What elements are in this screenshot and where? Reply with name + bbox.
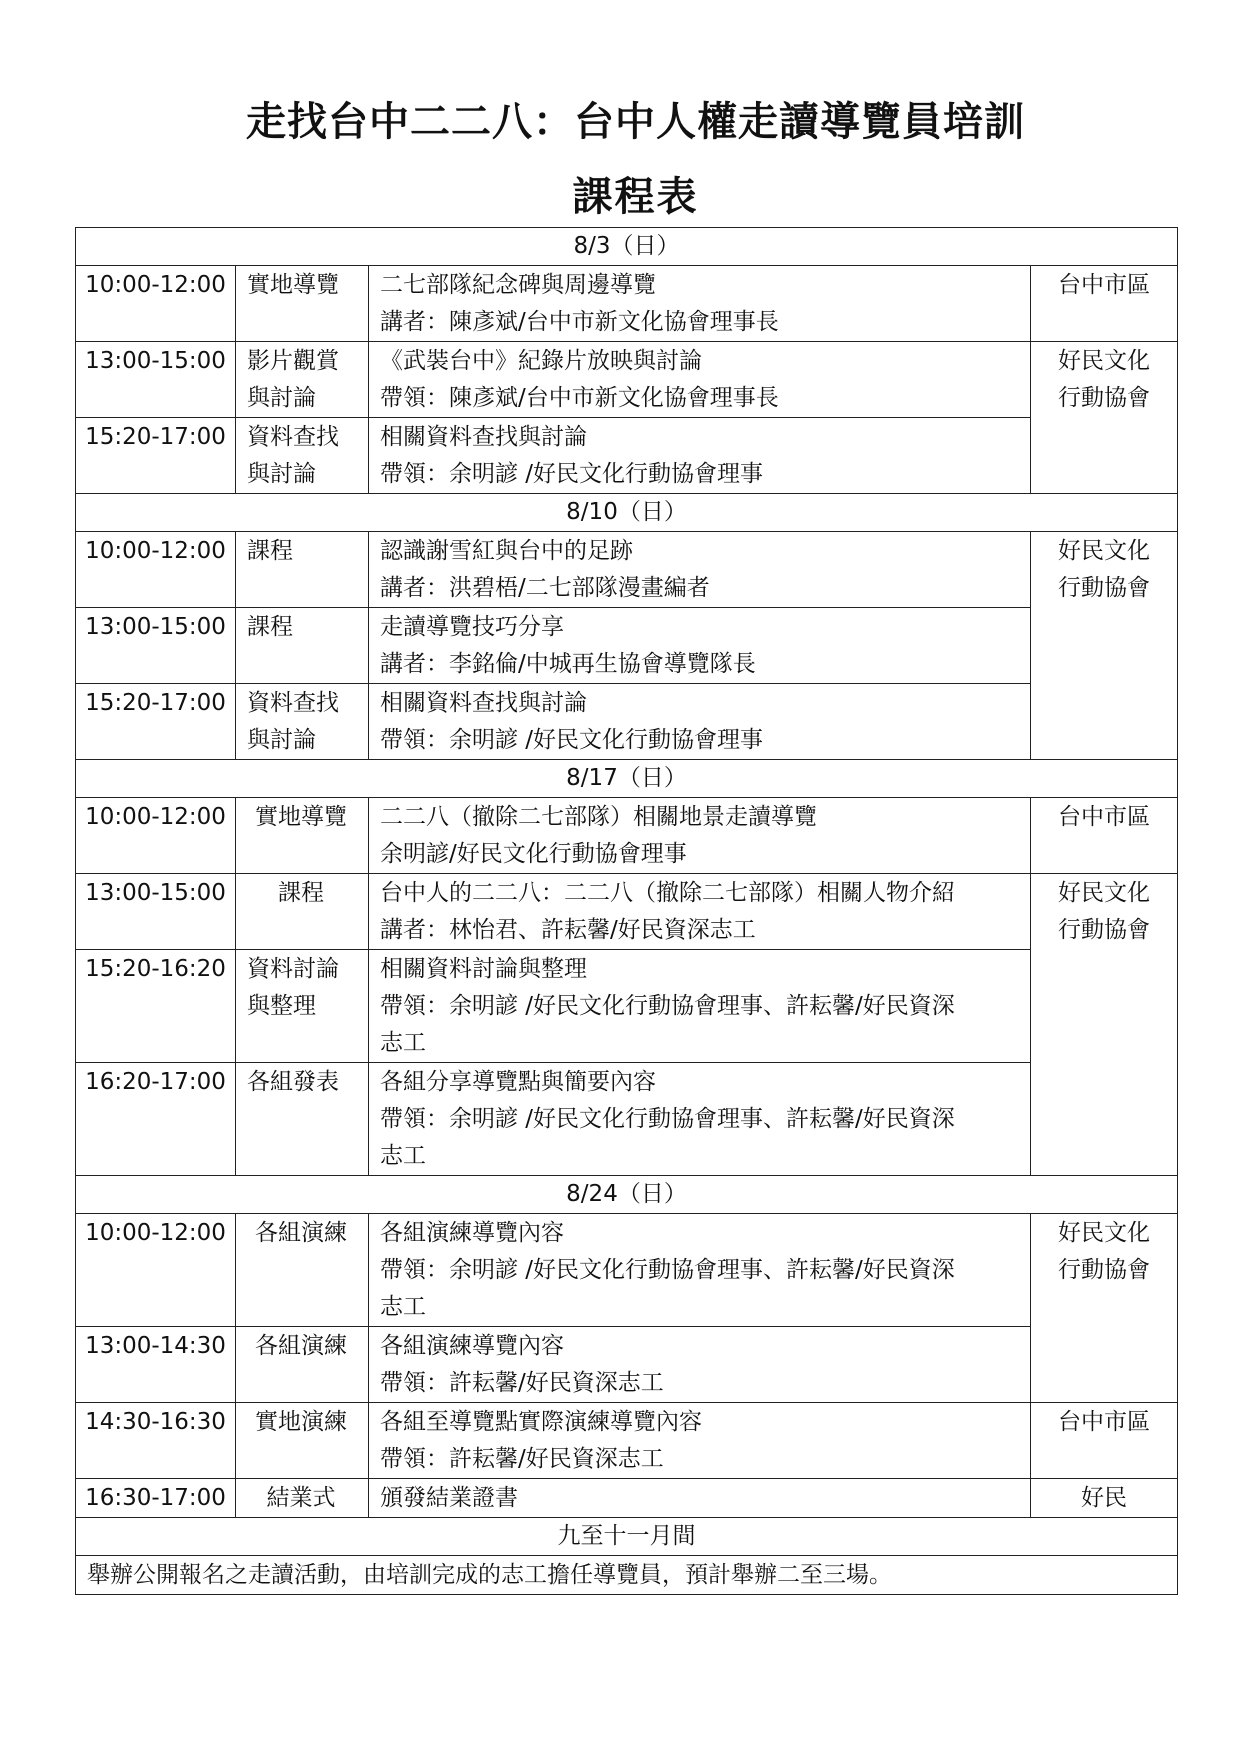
session-type: 課程 bbox=[236, 532, 369, 608]
session-content: 相關資料討論與整理 帶領：余明諺 /好民文化行動協會理事、許耘馨/好民資深 志工 bbox=[369, 950, 1031, 1063]
session-type: 課程 bbox=[236, 608, 369, 684]
session-content: 相關資料查找與討論 帶領：余明諺 /好民文化行動協會理事 bbox=[369, 684, 1031, 760]
session-time: 16:30-17:00 bbox=[76, 1479, 236, 1518]
session-location: 好民文化 行動協會 bbox=[1031, 1214, 1178, 1403]
session-type: 資料討論 與整理 bbox=[236, 950, 369, 1063]
session-content: 認識謝雪紅與台中的足跡 講者：洪碧梧/二七部隊漫畫編者 bbox=[369, 532, 1031, 608]
session-time: 10:00-12:00 bbox=[76, 266, 236, 342]
table-row bbox=[76, 950, 1178, 1063]
table-row bbox=[76, 532, 1178, 608]
session-type: 課程 bbox=[236, 874, 369, 950]
followup-period: 九至十一月間 bbox=[76, 1518, 1178, 1556]
session-content: 《武裝台中》紀錄片放映與討論 帶領：陳彥斌/台中市新文化協會理事長 bbox=[369, 342, 1031, 418]
session-content: 各組分享導覽點與簡要內容 帶領：余明諺 /好民文化行動協會理事、許耘馨/好民資深 志工 bbox=[369, 1063, 1031, 1176]
session-content: 各組至導覽點實際演練導覽內容 帶領：許耘馨/好民資深志工 bbox=[369, 1403, 1031, 1479]
session-type: 各組發表 bbox=[236, 1063, 369, 1176]
session-time: 10:00-12:00 bbox=[76, 1214, 236, 1327]
followup-period-row bbox=[76, 1518, 1178, 1556]
session-type: 資料查找 與討論 bbox=[236, 418, 369, 494]
date-header: 8/3（日） bbox=[76, 228, 1178, 266]
session-time: 10:00-12:00 bbox=[76, 798, 236, 874]
session-time: 13:00-14:30 bbox=[76, 1327, 236, 1403]
session-location: 好民文化 行動協會 bbox=[1031, 874, 1178, 1176]
table-row bbox=[76, 1063, 1178, 1176]
session-content: 走讀導覽技巧分享 講者：李銘倫/中城再生協會導覽隊長 bbox=[369, 608, 1031, 684]
session-time: 13:00-15:00 bbox=[76, 874, 236, 950]
session-location: 台中市區 bbox=[1031, 1403, 1178, 1479]
date-header: 8/17（日） bbox=[76, 760, 1178, 798]
date-header: 8/10（日） bbox=[76, 494, 1178, 532]
session-content: 二七部隊紀念碑與周邊導覽 講者：陳彥斌/台中市新文化協會理事長 bbox=[369, 266, 1031, 342]
session-time: 15:20-16:20 bbox=[76, 950, 236, 1063]
session-time: 13:00-15:00 bbox=[76, 342, 236, 418]
session-time: 16:20-17:00 bbox=[76, 1063, 236, 1176]
session-location: 台中市區 bbox=[1031, 266, 1178, 342]
table-row bbox=[76, 798, 1178, 874]
table-row bbox=[76, 1479, 1178, 1518]
session-time: 14:30-16:30 bbox=[76, 1403, 236, 1479]
table-row bbox=[76, 608, 1178, 684]
session-type: 各組演練 bbox=[236, 1327, 369, 1403]
table-row bbox=[76, 342, 1178, 418]
session-content: 台中人的二二八：二二八（撤除二七部隊）相關人物介紹 講者：林怡君、許耘馨/好民資深志工 bbox=[369, 874, 1031, 950]
session-location: 好民文化 行動協會 bbox=[1031, 342, 1178, 494]
session-time: 10:00-12:00 bbox=[76, 532, 236, 608]
session-type: 各組演練 bbox=[236, 1214, 369, 1327]
session-content: 相關資料查找與討論 帶領：余明諺 /好民文化行動協會理事 bbox=[369, 418, 1031, 494]
session-time: 13:00-15:00 bbox=[76, 608, 236, 684]
session-content: 頒發結業證書 bbox=[369, 1479, 1031, 1518]
session-type: 實地導覽 bbox=[236, 266, 369, 342]
table-row bbox=[76, 266, 1178, 342]
table-row bbox=[76, 684, 1178, 760]
session-location: 好民文化 行動協會 bbox=[1031, 532, 1178, 760]
schedule-table bbox=[75, 227, 1178, 1595]
session-location: 好民 bbox=[1031, 1479, 1178, 1518]
session-time: 15:20-17:00 bbox=[76, 684, 236, 760]
session-type: 影片觀賞 與討論 bbox=[236, 342, 369, 418]
session-location: 台中市區 bbox=[1031, 798, 1178, 874]
document-subtitle: 課程表 bbox=[572, 174, 699, 220]
followup-note-row bbox=[76, 1556, 1178, 1595]
session-content: 各組演練導覽內容 帶領：許耘馨/好民資深志工 bbox=[369, 1327, 1031, 1403]
date-row bbox=[76, 494, 1178, 532]
table-row bbox=[76, 1327, 1178, 1403]
followup-note: 舉辦公開報名之走讀活動，由培訓完成的志工擔任導覽員，預計舉辦二至三場。 bbox=[76, 1556, 1178, 1595]
table-row bbox=[76, 1403, 1178, 1479]
table-row bbox=[76, 418, 1178, 494]
session-type: 資料查找 與討論 bbox=[236, 684, 369, 760]
date-row bbox=[76, 1176, 1178, 1214]
date-row bbox=[76, 760, 1178, 798]
date-row bbox=[76, 228, 1178, 266]
session-time: 15:20-17:00 bbox=[76, 418, 236, 494]
document-title: 走找台中二二八：台中人權走讀導覽員培訓 bbox=[246, 99, 1025, 145]
session-content: 二二八（撤除二七部隊）相關地景走讀導覽 余明諺/好民文化行動協會理事 bbox=[369, 798, 1031, 874]
session-type: 實地演練 bbox=[236, 1403, 369, 1479]
session-type: 結業式 bbox=[236, 1479, 369, 1518]
date-header: 8/24（日） bbox=[76, 1176, 1178, 1214]
session-content: 各組演練導覽內容 帶領：余明諺 /好民文化行動協會理事、許耘馨/好民資深 志工 bbox=[369, 1214, 1031, 1327]
table-row bbox=[76, 1214, 1178, 1327]
session-type: 實地導覽 bbox=[236, 798, 369, 874]
table-row bbox=[76, 874, 1178, 950]
